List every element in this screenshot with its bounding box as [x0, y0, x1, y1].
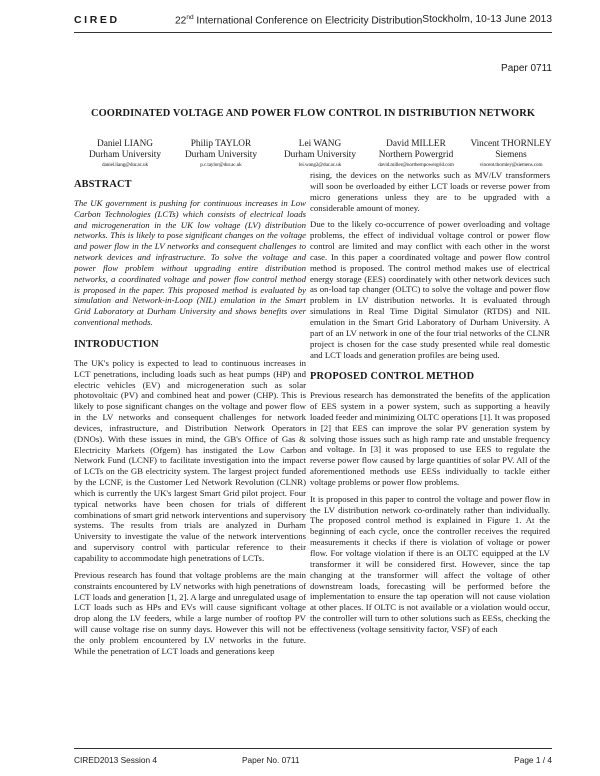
author-block	[166, 139, 276, 170]
conference-location: Stockholm, 10-13 June 2013	[422, 14, 552, 25]
author-affiliation: Northern Powergrid	[378, 150, 454, 160]
abstract-heading: ABSTRACT	[74, 179, 132, 190]
author-block	[265, 139, 375, 170]
author-list	[74, 139, 552, 173]
author-email: lei.wang2@dur.ac.uk	[298, 162, 342, 168]
cired-logo: CIRED	[74, 14, 120, 26]
author-block	[456, 139, 566, 170]
author-email: david.miller@northernpowergrid.com	[378, 162, 454, 168]
abstract-text: The UK government is pushing for continuous increases in Low Carbon Technologies (LCTs) which consists of electrical loads and microgeneration in the UK low voltage (LV) distribution networks. This is likely to pose significant changes on the voltage and power flow in the LV networks and consequent challenges to network devices and infrastructure. To solve the voltage and power flow problem without upgrading entire distribution networks, a coordinated voltage and power flow control method is proposed in the paper. This proposed method is evaluated by simulation and Network-in-Loop (NIL) emulation in the Smart Grid Laboratory at Durham University and shows benefits over conventional methods.	[74, 197, 306, 328]
author-affiliation: Durham University	[283, 150, 357, 160]
footer-session: CIRED2013 Session 4	[74, 755, 158, 765]
section-heading: PROPOSED CONTROL METHOD	[310, 371, 475, 383]
paragraph: Due to the likely co-occurrence of power overloading and voltage problems, the effect of individual voltage control or power flow control are limited and may conflict with each other in the worst case. In this paper a coordinated voltage and power flow control method is proposed. The control method makes use of electrical energy storage (EES) coordinately with other network devices such as on-load tap changer (OLTC) to solve the voltage and power flow problem in LV distribution networks. It is evaluated through simulations in Real Time Digital Simulator (RTDS) and NIL emulation in the Smart Grid Laboratory of Durham University. A part of an LV network in one of the four trial networks of the CLNR project is chosen for the case study presented while real domestic and LCT loads and generation profiles are being used.	[310, 219, 550, 360]
author-block	[361, 139, 471, 170]
header-divider	[74, 32, 552, 33]
paragraph: The UK's policy is expected to lead to continuous increases in LCT penetrations, including loads such as heat pumps (HP) and electric vehicles (EV) and microgeneration such as solar photovoltaic (PV) and combined heat and power (CHP). This is likely to pose significant changes on the voltage and power flow in the LV networks and consequent challenges for network devices, infrastructure, and Distribution Network Operators (DNOs). With these issues in mind, the GB's Office of Gas & Electricity Markets (Ofgem) has instigated the Low Carbon Network Fund (LCNF) to facilitate investigation into the impact of LCTs on the GB electricity system. The largest project funded by the LCNF, is the Customer Led Network Revolution (CLNR) which is currently the UK's largest Smart Grid pilot project. Four typical networks have been chosen for trials of different combinations of smart grid network interventions and supervisory systems. The results from trials are analyzed in Durham University to investigate the value of the network interventions and supervisory control with particular reference to their capability to accommodate high penetrations of LCTs.	[74, 357, 306, 563]
author-affiliation: Durham University	[88, 150, 162, 160]
left-column	[74, 180, 306, 657]
author-affiliation: Durham University	[184, 150, 258, 160]
paper-title: COORDINATED VOLTAGE AND POWER FLOW CONTROL IN DISTRIBUTION NETWORK	[90, 108, 536, 119]
author-name: David MILLER	[386, 139, 446, 149]
author-name: Lei WANG	[298, 139, 342, 149]
author-name: Daniel LIANG	[96, 139, 154, 149]
footer-divider	[74, 748, 552, 749]
author-email: daniel.liang@dur.ac.uk	[102, 162, 148, 168]
page-header	[74, 14, 552, 28]
right-column	[310, 170, 550, 635]
footer-paper-number: Paper No. 0711	[242, 755, 300, 765]
author-email: p.c.taylor@dur.ac.uk	[200, 162, 242, 168]
author-email: vincent.thornley@siemens.com	[479, 162, 543, 168]
paragraph: Previous research has found that voltage problems are the main constraints encountered by LV networks with high penetrations of LCT loads and generation [1, 2]. A large and unregulated usage of LCT loads such as HPs and EVs will cause significant voltage drop along the LV feeders, while a large number of rooftop PV will cause voltage rise on sunny days. However this will not be the only problem encountered by LV networks in the future. While the penetration of LCT loads and generations keep	[74, 569, 306, 656]
paragraph: rising, the devices on the networks such as MV/LV transformers will soon be overloaded by either LCT loads or reverse power from micro generations unless they are to be upgraded with a considerable amount of money.	[310, 170, 550, 213]
paragraph: It is proposed in this paper to control the voltage and power flow in the LV distribution network co-ordinately rather than individually. The proposed control method is explained in Figure 1. At the beginning of each cycle, once the controller receives the required measurements it checks if there is violation of voltage or power flow. For voltage violation if there is an OLTC equipped at the LV transformer it will be considered first. However, since the tap changing at the transformer will affect the voltage of other downstream loads, forecasting will be performed before the implementation to ensure the tap operation will not cause violation at other places. If OLTC is not available or a violation would occur, the controller will turn to other solutions such as EESs, checking the effectiveness (voltage sensitivity factor, VSF) of each	[310, 493, 550, 634]
author-affiliation: Siemens	[495, 150, 527, 160]
author-block	[70, 139, 180, 170]
introduction-heading: INTRODUCTION	[74, 338, 159, 350]
paper-number: Paper 0711	[501, 63, 552, 74]
author-name: Vincent THORNLEY	[470, 139, 552, 149]
author-name: Philip TAYLOR	[190, 139, 252, 149]
paragraph: Previous research has demonstrated the benefits of the application of EES system in a power system, such as supporting a heavily loaded feeder and minimizing OLTC operations [1]. It was proposed in [2] that EES can improve the solar PV generation system by solving those issues such as high ramp rate and unstable frequency and voltage. In [3] it was proposed to use EES to regulate the reverse power flow caused by large quantities of solar PV. All of the aforementioned methods use EESs individually to tackle either voltage problems or power flow problems.	[310, 390, 550, 487]
footer-page: Page 1 / 4	[514, 755, 552, 765]
conference-title: 22nd International Conference on Electricity Distribution	[175, 14, 423, 27]
